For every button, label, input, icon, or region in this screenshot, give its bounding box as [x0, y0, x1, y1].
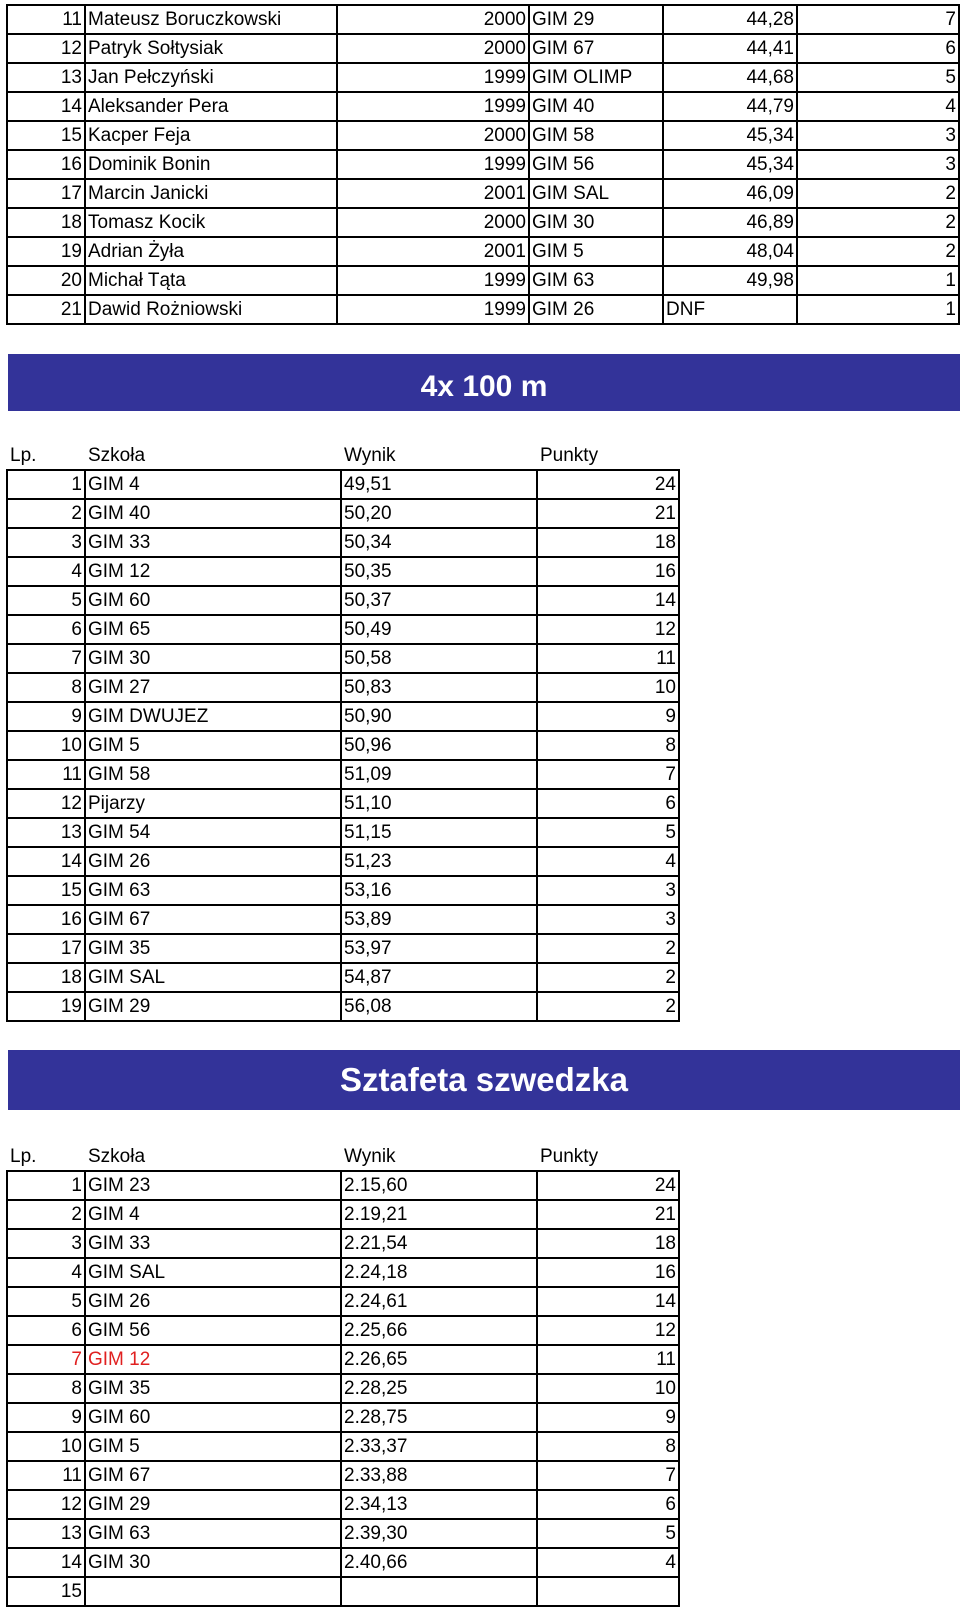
table-row — [7, 1200, 679, 1229]
table-row — [7, 934, 679, 963]
result-cell — [341, 1577, 537, 1606]
result-cell: 56,08 — [341, 992, 537, 1021]
table-row — [7, 586, 679, 615]
points-cell: 8 — [537, 731, 679, 760]
school-cell: GIM DWUJEZ — [85, 702, 341, 731]
table-row — [7, 92, 959, 121]
school-cell: GIM 29 — [85, 992, 341, 1021]
header-points: Punkty — [537, 1142, 679, 1171]
points-cell: 10 — [537, 1374, 679, 1403]
place-cell: 9 — [7, 702, 85, 731]
table-row — [7, 499, 679, 528]
points-cell: 1 — [797, 295, 959, 324]
place-cell: 13 — [7, 1519, 85, 1548]
header-points: Punkty — [537, 441, 679, 470]
result-cell: 2.19,21 — [341, 1200, 537, 1229]
school-cell: GIM 4 — [85, 470, 341, 499]
school-cell: GIM 29 — [85, 1490, 341, 1519]
athlete-name-cell: Tomasz Kocik — [85, 208, 337, 237]
result-cell: 45,34 — [663, 121, 797, 150]
school-cell: GIM 30 — [85, 644, 341, 673]
result-cell: 53,16 — [341, 876, 537, 905]
school-cell: GIM 40 — [85, 499, 341, 528]
place-cell: 5 — [7, 1287, 85, 1316]
points-cell: 18 — [537, 1229, 679, 1258]
birth-year-cell: 2000 — [337, 5, 529, 34]
athlete-name-cell: Aleksander Pera — [85, 92, 337, 121]
header-school: Szkoła — [85, 1142, 341, 1171]
table-row — [7, 1287, 679, 1316]
birth-year-cell: 1999 — [337, 92, 529, 121]
place-cell: 19 — [7, 992, 85, 1021]
result-cell: 51,10 — [341, 789, 537, 818]
table-row — [7, 876, 679, 905]
school-cell: GIM 27 — [85, 673, 341, 702]
school-cell: GIM 60 — [85, 586, 341, 615]
table-row — [7, 992, 679, 1021]
result-cell: 53,97 — [341, 934, 537, 963]
school-cell: GIM 5 — [529, 237, 663, 266]
school-cell: GIM 33 — [85, 1229, 341, 1258]
result-cell: 54,87 — [341, 963, 537, 992]
place-cell: 10 — [7, 1432, 85, 1461]
header-row — [7, 1142, 679, 1171]
athlete-name-cell: Jan Pełczyński — [85, 63, 337, 92]
place-cell: 16 — [7, 150, 85, 179]
place-cell: 6 — [7, 615, 85, 644]
table-row — [7, 1548, 679, 1577]
school-cell: GIM 26 — [85, 847, 341, 876]
relay-4x100-table — [6, 440, 680, 1022]
points-cell: 16 — [537, 557, 679, 586]
individual-results-body — [7, 5, 959, 324]
table-row — [7, 5, 959, 34]
place-cell: 14 — [7, 847, 85, 876]
school-cell: GIM 33 — [85, 528, 341, 557]
points-cell: 11 — [537, 1345, 679, 1374]
points-cell: 14 — [537, 586, 679, 615]
athlete-name-cell: Dominik Bonin — [85, 150, 337, 179]
place-cell: 6 — [7, 1316, 85, 1345]
points-cell: 6 — [537, 789, 679, 818]
table-row — [7, 150, 959, 179]
result-cell: 2.33,88 — [341, 1461, 537, 1490]
header-result: Wynik — [341, 1142, 537, 1171]
school-cell: GIM 63 — [85, 876, 341, 905]
place-cell: 8 — [7, 673, 85, 702]
points-cell: 3 — [797, 121, 959, 150]
table-row — [7, 179, 959, 208]
table-row — [7, 702, 679, 731]
header-lp: Lp. — [7, 1142, 85, 1171]
points-cell: 2 — [537, 992, 679, 1021]
result-cell: 50,20 — [341, 499, 537, 528]
result-cell: 46,89 — [663, 208, 797, 237]
table-row — [7, 1258, 679, 1287]
points-cell: 4 — [797, 92, 959, 121]
table-row — [7, 63, 959, 92]
table-row — [7, 1374, 679, 1403]
points-cell: 7 — [537, 1461, 679, 1490]
place-cell: 3 — [7, 528, 85, 557]
birth-year-cell: 2000 — [337, 208, 529, 237]
result-cell: 50,58 — [341, 644, 537, 673]
table-row — [7, 673, 679, 702]
points-cell: 9 — [537, 1403, 679, 1432]
place-cell: 1 — [7, 470, 85, 499]
points-cell: 21 — [537, 499, 679, 528]
result-cell: 2.15,60 — [341, 1171, 537, 1200]
place-cell: 11 — [7, 1461, 85, 1490]
result-cell: 46,09 — [663, 179, 797, 208]
points-cell — [537, 1577, 679, 1606]
school-cell: GIM 54 — [85, 818, 341, 847]
athlete-name-cell: Marcin Janicki — [85, 179, 337, 208]
table-row — [7, 121, 959, 150]
place-cell: 21 — [7, 295, 85, 324]
table-row — [7, 557, 679, 586]
result-cell: 2.21,54 — [341, 1229, 537, 1258]
table-row — [7, 1461, 679, 1490]
table-row — [7, 528, 679, 557]
table-row — [7, 208, 959, 237]
school-cell: GIM 35 — [85, 1374, 341, 1403]
points-cell: 18 — [537, 528, 679, 557]
points-cell: 24 — [537, 1171, 679, 1200]
result-cell: 53,89 — [341, 905, 537, 934]
result-cell: 50,34 — [341, 528, 537, 557]
birth-year-cell: 2000 — [337, 34, 529, 63]
place-cell: 14 — [7, 92, 85, 121]
place-cell: 18 — [7, 963, 85, 992]
result-cell: 2.25,66 — [341, 1316, 537, 1345]
school-cell — [85, 1577, 341, 1606]
school-cell: GIM OLIMP — [529, 63, 663, 92]
result-cell: 50,83 — [341, 673, 537, 702]
section-title-4x100: 4x 100 m — [420, 370, 548, 403]
place-cell: 9 — [7, 1403, 85, 1432]
section-title-swedish: Sztafeta szwedzka — [340, 1061, 628, 1098]
points-cell: 7 — [537, 760, 679, 789]
table-row — [7, 731, 679, 760]
school-cell: GIM 35 — [85, 934, 341, 963]
table-row — [7, 644, 679, 673]
table-row — [7, 1577, 679, 1606]
result-cell: 50,37 — [341, 586, 537, 615]
section-banner-4x100 — [8, 354, 960, 411]
points-cell: 21 — [537, 1200, 679, 1229]
table-row — [7, 295, 959, 324]
points-cell: 5 — [797, 63, 959, 92]
table-row — [7, 1403, 679, 1432]
school-cell: GIM SAL — [85, 1258, 341, 1287]
school-cell: GIM 67 — [85, 1461, 341, 1490]
school-cell: GIM 30 — [529, 208, 663, 237]
school-cell: GIM 58 — [85, 760, 341, 789]
result-cell: 2.39,30 — [341, 1519, 537, 1548]
place-cell: 1 — [7, 1171, 85, 1200]
school-cell: GIM 4 — [85, 1200, 341, 1229]
points-cell: 8 — [537, 1432, 679, 1461]
place-cell: 5 — [7, 586, 85, 615]
school-cell: GIM 63 — [85, 1519, 341, 1548]
place-cell: 15 — [7, 1577, 85, 1606]
result-cell: DNF — [663, 295, 797, 324]
athlete-name-cell: Adrian Żyła — [85, 237, 337, 266]
place-cell: 19 — [7, 237, 85, 266]
header-result: Wynik — [341, 441, 537, 470]
points-cell: 3 — [537, 876, 679, 905]
result-cell: 44,68 — [663, 63, 797, 92]
points-cell: 1 — [797, 266, 959, 295]
points-cell: 9 — [537, 702, 679, 731]
school-cell: GIM 65 — [85, 615, 341, 644]
points-cell: 12 — [537, 1316, 679, 1345]
points-cell: 2 — [537, 934, 679, 963]
place-cell: 4 — [7, 1258, 85, 1287]
points-cell: 5 — [537, 1519, 679, 1548]
school-cell: GIM 12 — [85, 1345, 341, 1374]
points-cell: 14 — [537, 1287, 679, 1316]
birth-year-cell: 2001 — [337, 179, 529, 208]
points-cell: 24 — [537, 470, 679, 499]
school-cell: GIM 56 — [85, 1316, 341, 1345]
result-cell: 2.40,66 — [341, 1548, 537, 1577]
result-cell: 51,15 — [341, 818, 537, 847]
school-cell: GIM 67 — [529, 34, 663, 63]
table-row — [7, 1490, 679, 1519]
points-cell: 10 — [537, 673, 679, 702]
table-row — [7, 237, 959, 266]
school-cell: GIM 60 — [85, 1403, 341, 1432]
athlete-name-cell: Mateusz Boruczkowski — [85, 5, 337, 34]
table-row — [7, 818, 679, 847]
place-cell: 13 — [7, 818, 85, 847]
points-cell: 2 — [797, 208, 959, 237]
table-row — [7, 1519, 679, 1548]
table-row — [7, 789, 679, 818]
result-cell: 2.28,75 — [341, 1403, 537, 1432]
result-cell: 2.33,37 — [341, 1432, 537, 1461]
table-row — [7, 905, 679, 934]
table-row — [7, 1171, 679, 1200]
school-cell: GIM 56 — [529, 150, 663, 179]
school-cell: GIM 40 — [529, 92, 663, 121]
place-cell: 17 — [7, 179, 85, 208]
table-row — [7, 1432, 679, 1461]
place-cell: 8 — [7, 1374, 85, 1403]
points-cell: 4 — [537, 847, 679, 876]
result-cell: 44,28 — [663, 5, 797, 34]
relay-swedish-table — [6, 1141, 680, 1607]
school-cell: GIM 29 — [529, 5, 663, 34]
result-cell: 2.24,61 — [341, 1287, 537, 1316]
place-cell: 15 — [7, 121, 85, 150]
school-cell: GIM 23 — [85, 1171, 341, 1200]
school-cell: GIM 5 — [85, 1432, 341, 1461]
result-cell: 51,09 — [341, 760, 537, 789]
place-cell: 16 — [7, 905, 85, 934]
place-cell: 13 — [7, 63, 85, 92]
result-cell: 50,49 — [341, 615, 537, 644]
section-banner-swedish — [8, 1050, 960, 1110]
table-row — [7, 1229, 679, 1258]
school-cell: GIM 58 — [529, 121, 663, 150]
result-cell: 50,35 — [341, 557, 537, 586]
points-cell: 3 — [797, 150, 959, 179]
result-cell: 2.28,25 — [341, 1374, 537, 1403]
school-cell: GIM 5 — [85, 731, 341, 760]
table-row — [7, 963, 679, 992]
school-cell: GIM 63 — [529, 266, 663, 295]
place-cell: 15 — [7, 876, 85, 905]
header-school: Szkoła — [85, 441, 341, 470]
points-cell: 3 — [537, 905, 679, 934]
header-lp: Lp. — [7, 441, 85, 470]
individual-results-table — [6, 4, 960, 325]
birth-year-cell: 1999 — [337, 150, 529, 179]
result-cell: 2.26,65 — [341, 1345, 537, 1374]
table-row — [7, 266, 959, 295]
result-cell: 50,96 — [341, 731, 537, 760]
points-cell: 6 — [797, 34, 959, 63]
birth-year-cell: 2000 — [337, 121, 529, 150]
school-cell: GIM 26 — [529, 295, 663, 324]
table-row — [7, 1316, 679, 1345]
place-cell: 2 — [7, 1200, 85, 1229]
result-cell: 45,34 — [663, 150, 797, 179]
place-cell: 14 — [7, 1548, 85, 1577]
place-cell: 18 — [7, 208, 85, 237]
result-cell: 50,90 — [341, 702, 537, 731]
points-cell: 5 — [537, 818, 679, 847]
points-cell: 12 — [537, 615, 679, 644]
school-cell: GIM 67 — [85, 905, 341, 934]
points-cell: 6 — [537, 1490, 679, 1519]
points-cell: 2 — [797, 237, 959, 266]
place-cell: 20 — [7, 266, 85, 295]
school-cell: GIM 26 — [85, 1287, 341, 1316]
place-cell: 12 — [7, 34, 85, 63]
athlete-name-cell: Dawid Rożniowski — [85, 295, 337, 324]
place-cell: 10 — [7, 731, 85, 760]
table-row — [7, 1345, 679, 1374]
result-cell: 2.24,18 — [341, 1258, 537, 1287]
athlete-name-cell: Michał Tąta — [85, 266, 337, 295]
birth-year-cell: 2001 — [337, 237, 529, 266]
relay-4x100-body — [7, 470, 679, 1021]
table-row — [7, 34, 959, 63]
place-cell: 3 — [7, 1229, 85, 1258]
athlete-name-cell: Patryk Sołtysiak — [85, 34, 337, 63]
result-cell: 2.34,13 — [341, 1490, 537, 1519]
athlete-name-cell: Kacper Feja — [85, 121, 337, 150]
table-row — [7, 470, 679, 499]
place-cell: 17 — [7, 934, 85, 963]
result-cell: 44,41 — [663, 34, 797, 63]
points-cell: 2 — [797, 179, 959, 208]
place-cell: 7 — [7, 644, 85, 673]
school-cell: GIM SAL — [529, 179, 663, 208]
points-cell: 11 — [537, 644, 679, 673]
place-cell: 7 — [7, 1345, 85, 1374]
points-cell: 2 — [537, 963, 679, 992]
place-cell: 11 — [7, 760, 85, 789]
school-cell: GIM SAL — [85, 963, 341, 992]
table-row — [7, 760, 679, 789]
table-row — [7, 847, 679, 876]
result-cell: 49,51 — [341, 470, 537, 499]
points-cell: 7 — [797, 5, 959, 34]
result-cell: 44,79 — [663, 92, 797, 121]
table-row — [7, 615, 679, 644]
points-cell: 4 — [537, 1548, 679, 1577]
result-cell: 48,04 — [663, 237, 797, 266]
birth-year-cell: 1999 — [337, 266, 529, 295]
result-cell: 49,98 — [663, 266, 797, 295]
relay-swedish-body — [7, 1171, 679, 1606]
school-cell: GIM 30 — [85, 1548, 341, 1577]
place-cell: 4 — [7, 557, 85, 586]
birth-year-cell: 1999 — [337, 63, 529, 92]
place-cell: 2 — [7, 499, 85, 528]
birth-year-cell: 1999 — [337, 295, 529, 324]
school-cell: Pijarzy — [85, 789, 341, 818]
place-cell: 12 — [7, 789, 85, 818]
header-row — [7, 441, 679, 470]
points-cell: 16 — [537, 1258, 679, 1287]
place-cell: 12 — [7, 1490, 85, 1519]
school-cell: GIM 12 — [85, 557, 341, 586]
place-cell: 11 — [7, 5, 85, 34]
result-cell: 51,23 — [341, 847, 537, 876]
